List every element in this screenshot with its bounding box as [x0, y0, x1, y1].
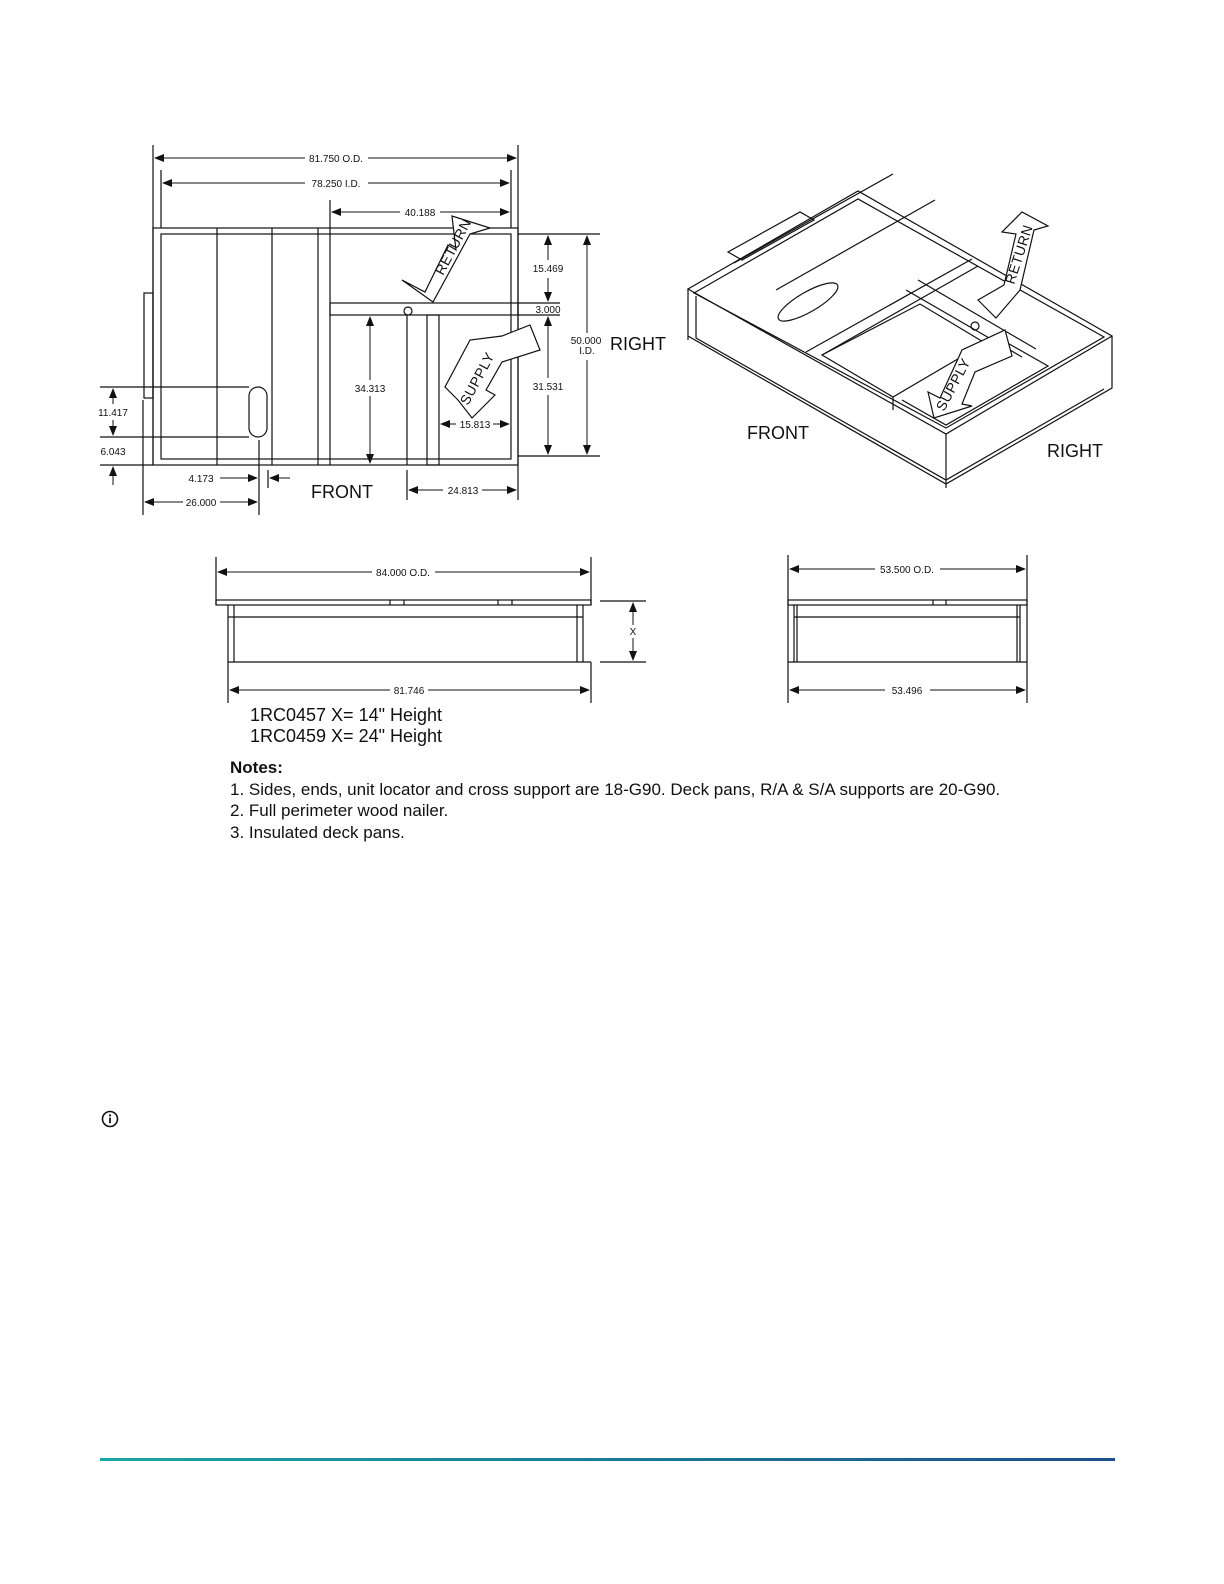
dim-short-od: 53.500 O.D. [880, 565, 934, 576]
iso-front-label: FRONT [747, 423, 809, 443]
side-view-short [788, 555, 1027, 703]
side-view-long-dimensions [218, 572, 633, 690]
dim-nailer-b: 6.043 [100, 447, 126, 458]
dim-nailer-a: 11.417 [98, 408, 128, 419]
iso-return-label: RETURN [1001, 222, 1036, 286]
iso-supply-label: SUPPLY [932, 355, 974, 414]
model-list [250, 705, 442, 747]
dim-locator-height: 34.313 [354, 384, 386, 395]
note-item: 2. Full perimeter wood nailer. [230, 801, 449, 820]
model-line-1: 1RC0457 X= 14" Height [250, 705, 443, 725]
dim-return-width: 40.188 [404, 208, 436, 219]
side-view-long [216, 557, 646, 703]
dim-height-x: X [629, 627, 637, 638]
note-item: 3. Insulated deck pans. [230, 822, 405, 842]
dim-supply-width: 15.813 [459, 420, 491, 431]
dim-locator-width: 4.173 [188, 474, 214, 485]
dim-return-depth: 15.469 [532, 264, 564, 275]
dim-cross-support: 3.000 [535, 305, 561, 316]
top-view-front-label: FRONT [311, 482, 373, 502]
dim-long-od: 84.000 O.D. [376, 568, 430, 579]
info-circle-icon[interactable] [101, 1110, 119, 1128]
model-line-2: 1RC0459 X= 24" Height [250, 726, 443, 746]
iso-right-label: RIGHT [1047, 441, 1103, 461]
dim-supply-depth: 31.531 [532, 382, 564, 393]
notes-title: Notes: [230, 758, 283, 777]
top-view-return-label: RETURN [431, 215, 475, 278]
top-view-right-label: RIGHT [610, 334, 666, 354]
dim-short-base: 53.496 [891, 686, 923, 697]
dim-id-width-2: I.D. [579, 346, 595, 357]
note-item: 1. Sides, ends, unit locator and cross support are 18-G90. Deck pans, R/A & S/A supports are 20-G90. [230, 779, 1001, 799]
dim-od-length: 81.750 O.D. [309, 154, 363, 165]
top-view-supply-label: SUPPLY [456, 349, 498, 408]
dim-supply-offset: 24.813 [447, 486, 479, 497]
dim-id-width-1: 50.000 [570, 336, 602, 347]
dim-id-length: 78.250 I.D. [311, 179, 361, 190]
dim-long-base: 81.746 [393, 686, 425, 697]
notes-block [230, 757, 1000, 843]
dim-locator-offset: 26.000 [185, 498, 217, 509]
supply-arrow-top [445, 325, 540, 418]
footer-rule [100, 1458, 1115, 1461]
side-view-short-dimensions [790, 569, 1025, 690]
